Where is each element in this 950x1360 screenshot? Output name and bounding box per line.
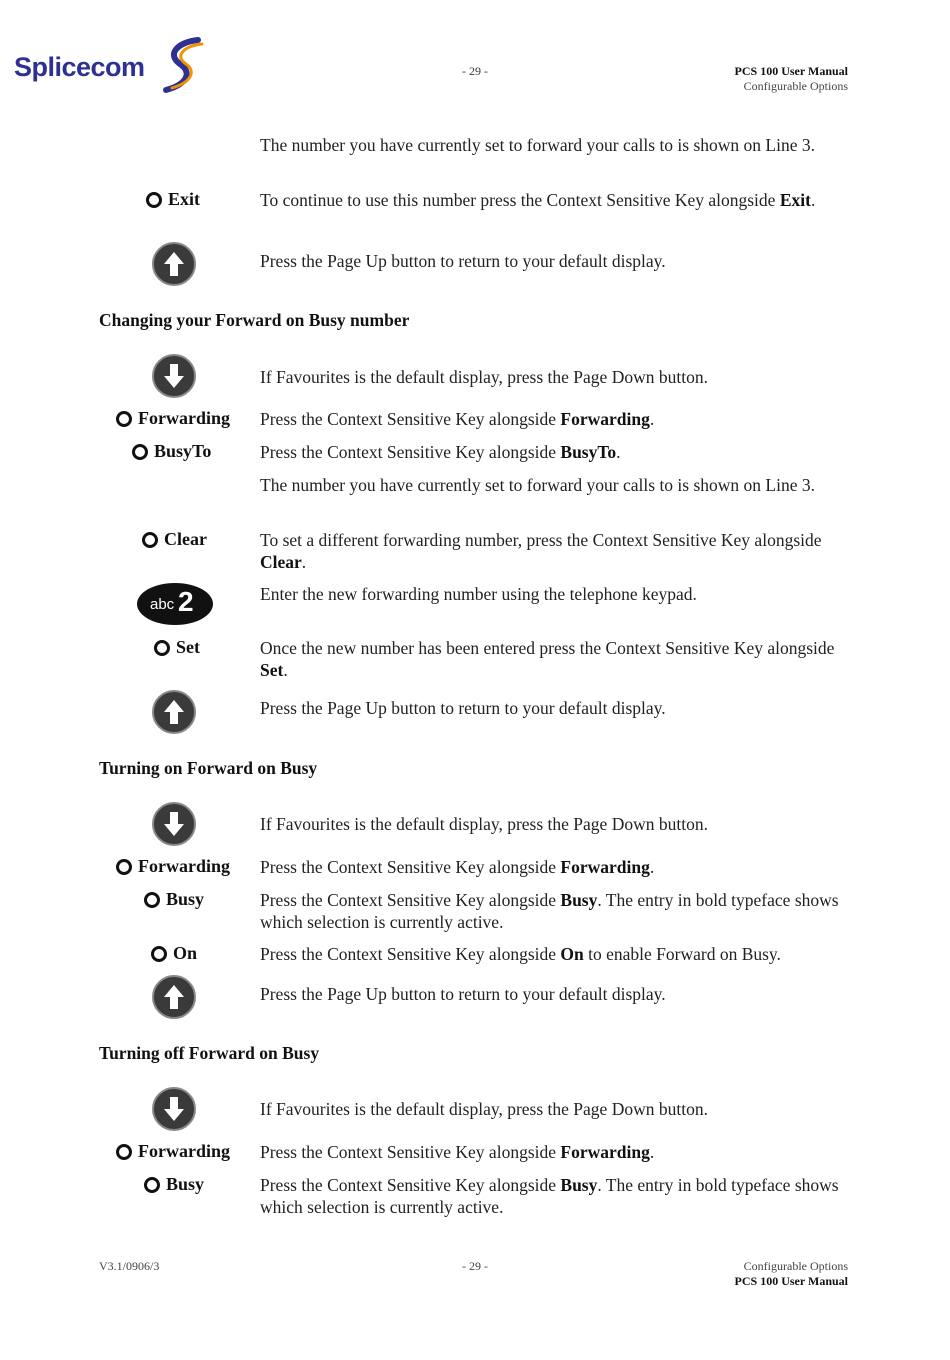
clear-text-a: To set a different forwarding number, press the Context Sensitive Key alongside <box>260 530 822 550</box>
busy-text-a: Press the Context Sensitive Key alongside <box>260 890 561 910</box>
set-text-b: Set <box>260 660 284 680</box>
busy-text-c: . The entry in bold typeface shows which selection is currently active. <box>260 890 839 932</box>
section3-forwarding-instruction <box>260 1141 858 1163</box>
section3-pagedown-text: If Favourites is the default display, press the Page Down button. <box>260 1099 708 1119</box>
keypad-digit: 2 <box>178 586 194 617</box>
header-page-number: - 29 - <box>462 64 488 78</box>
keypad-letters: abc <box>150 596 175 613</box>
clear-key-text: Clear <box>164 529 207 549</box>
section3-busy-instruction <box>260 1174 858 1218</box>
forwarding-key-label <box>116 408 230 429</box>
page-down-button-icon <box>152 1087 196 1131</box>
section1-keypad-text: Enter the new forwarding number using the telephone keypad. <box>260 584 697 604</box>
on-text-c: to enable Forward on Busy. <box>583 944 781 964</box>
page-up-button-icon <box>152 690 196 734</box>
clear-key-label <box>142 529 207 550</box>
busy-key-label <box>144 889 204 910</box>
section1-line3-text: The number you have currently set to forward your calls to is shown on Line 3. <box>260 475 816 495</box>
page-up-button-icon <box>152 242 196 286</box>
busyto-key-label <box>132 441 211 462</box>
keypad-2-icon <box>136 582 214 626</box>
exit-instruction <box>260 189 858 211</box>
section2-busy-instruction <box>260 889 858 933</box>
fwd-text-a: Press the Context Sensitive Key alongside <box>260 1142 561 1162</box>
header-section: Configurable Options <box>743 79 848 93</box>
context-key-icon <box>116 1144 132 1160</box>
exit-key-label <box>146 189 200 210</box>
context-key-icon <box>132 444 148 460</box>
set-key-text: Set <box>176 637 200 657</box>
busy-text-c: . The entry in bold typeface shows which selection is currently active. <box>260 1175 839 1217</box>
set-key-label <box>154 637 200 658</box>
exit-text-c: . <box>810 190 816 210</box>
section2-pagedown-text: If Favourites is the default display, press the Page Down button. <box>260 814 708 834</box>
header-manual-title: PCS 100 User Manual <box>734 64 848 78</box>
page-down-button-icon <box>152 802 196 846</box>
busyto-key-text: BusyTo <box>154 441 212 461</box>
forwarding-key-text: Forwarding <box>138 408 230 428</box>
section2-on-instruction <box>260 943 858 965</box>
section1-set-instruction <box>260 637 858 681</box>
logo-text: Splicecom <box>14 52 145 82</box>
busyto-text-c: . <box>616 442 621 462</box>
header-right <box>735 64 848 94</box>
footer-right <box>735 1259 848 1289</box>
busy-text-b: Busy <box>560 1175 598 1195</box>
splicecom-logo <box>8 30 208 100</box>
busy-key-label <box>144 1174 204 1195</box>
clear-text-c: . <box>301 552 307 572</box>
section1-heading: Changing your Forward on Busy number <box>99 310 410 330</box>
fwd-text-b: Forwarding <box>560 409 650 429</box>
busy-text-b: Busy <box>560 890 598 910</box>
section2-heading: Turning on Forward on Busy <box>99 758 318 778</box>
section2-forwarding-instruction <box>260 856 858 878</box>
section1-pageup-text: Press the Page Up button to return to your default display. <box>260 698 666 718</box>
forwarding-key-text: Forwarding <box>138 1141 230 1161</box>
clear-text-b: Clear <box>260 552 302 572</box>
context-key-icon <box>146 192 162 208</box>
intro-line3-text: The number you have currently set to forward your calls to is shown on Line 3. <box>260 135 816 155</box>
busy-key-text: Busy <box>166 889 205 909</box>
section1-busyto-instruction <box>260 441 858 463</box>
on-text-a: Press the Context Sensitive Key alongside <box>260 944 561 964</box>
forwarding-key-label <box>116 1141 230 1162</box>
fwd-text-c: . <box>649 409 655 429</box>
logo-swoosh-icon <box>158 36 206 94</box>
on-text-b: On <box>560 944 584 964</box>
exit-text-b: Exit <box>779 190 811 210</box>
exit-key-text: Exit <box>168 189 201 209</box>
exit-text-a: To continue to use this number press the Context Sensitive Key alongside <box>260 190 780 210</box>
footer-page-number: - 29 - <box>462 1259 488 1273</box>
footer-manual-title: PCS 100 User Manual <box>734 1274 848 1288</box>
context-key-icon <box>154 640 170 656</box>
section2-pageup-text: Press the Page Up button to return to your default display. <box>260 984 666 1004</box>
fwd-text-c: . <box>649 857 655 877</box>
busyto-text-a: Press the Context Sensitive Key alongside <box>260 442 561 462</box>
context-key-icon <box>142 532 158 548</box>
on-key-text: On <box>173 943 198 963</box>
page-up-button-icon <box>152 975 196 1019</box>
busy-text-a: Press the Context Sensitive Key alongside <box>260 1175 561 1195</box>
forwarding-key-text: Forwarding <box>138 856 230 876</box>
context-key-icon <box>116 859 132 875</box>
context-key-icon <box>144 892 160 908</box>
page-down-button-icon <box>152 354 196 398</box>
section1-forwarding-instruction <box>260 408 858 430</box>
context-key-icon <box>144 1177 160 1193</box>
intro-pageup-text: Press the Page Up button to return to your default display. <box>260 251 666 271</box>
fwd-text-a: Press the Context Sensitive Key alongside <box>260 409 561 429</box>
section1-clear-instruction <box>260 529 858 573</box>
context-key-icon <box>116 411 132 427</box>
set-text-a: Once the new number has been entered press the Context Sensitive Key alongside <box>260 638 835 658</box>
fwd-text-a: Press the Context Sensitive Key alongside <box>260 857 561 877</box>
fwd-text-c: . <box>649 1142 655 1162</box>
fwd-text-b: Forwarding <box>560 1142 650 1162</box>
footer-version: V3.1/0906/3 <box>99 1259 160 1273</box>
context-key-icon <box>151 946 167 962</box>
on-key-label <box>151 943 197 964</box>
busy-key-text: Busy <box>166 1174 205 1194</box>
footer-section: Configurable Options <box>743 1259 848 1273</box>
busyto-text-b: BusyTo <box>560 442 617 462</box>
fwd-text-b: Forwarding <box>560 857 650 877</box>
section1-pagedown-text: If Favourites is the default display, press the Page Down button. <box>260 367 708 387</box>
set-text-c: . <box>283 660 288 680</box>
section3-heading: Turning off Forward on Busy <box>99 1043 320 1063</box>
forwarding-key-label <box>116 856 230 877</box>
